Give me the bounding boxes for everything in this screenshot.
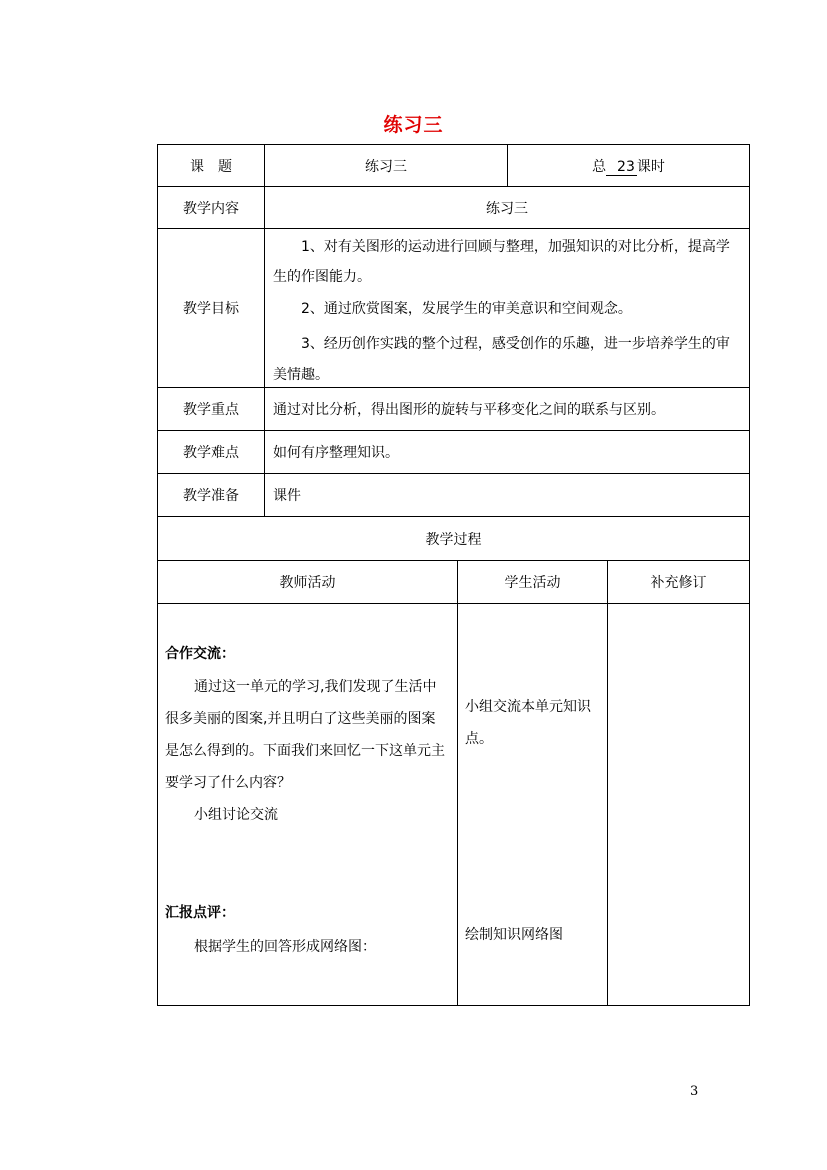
difficulties-label: 教学难点 — [183, 445, 239, 461]
teacher-column-header: 教师活动 — [279, 575, 336, 591]
total-number: 23 — [606, 159, 637, 176]
revision-column-header: 补充修订 — [650, 575, 707, 591]
student-line: 小组交流本单元知识 — [465, 699, 591, 715]
objective-line: 2、通过欣赏图案，发展学生的审美意识和空间观念。 — [301, 301, 632, 317]
teacher-line: 很多美丽的图案,并且明白了这些美丽的图案 — [165, 711, 436, 727]
objective-line: 3、经历创作实践的整个过程，感受创作的乐趣，进一步培养学生的审 — [301, 336, 730, 352]
difficulties-cell — [264, 430, 750, 474]
total-suffix: 课时 — [636, 158, 665, 175]
content-label-cell — [157, 186, 265, 229]
content-label: 教学内容 — [183, 200, 239, 217]
revision-column-header-cell — [607, 560, 750, 604]
objective-line: 美情趣。 — [273, 367, 329, 383]
total-hours — [592, 156, 665, 176]
teacher-line: 通过这一单元的学习,我们发现了生活中 — [194, 679, 437, 695]
teacher-activity-cell — [157, 603, 458, 1006]
process-header: 教学过程 — [425, 531, 482, 548]
teacher-line: 是怎么得到的。下面我们来回忆一下这单元主 — [165, 743, 445, 759]
topic-label: 课 题 — [190, 158, 232, 175]
objectives-cell — [264, 228, 750, 388]
page-title: 练习三 — [383, 114, 444, 136]
student-line: 点。 — [465, 731, 493, 747]
content-value-cell — [264, 186, 750, 229]
objective-line: 生的作图能力。 — [273, 269, 371, 285]
student-column-header-cell — [457, 560, 608, 604]
topic-value-cell — [264, 144, 508, 187]
content-value: 练习三 — [486, 200, 528, 217]
difficulties-label-cell — [157, 430, 265, 474]
topic-value: 练习三 — [365, 158, 407, 175]
page-number: 3 — [690, 1084, 699, 1099]
cooperation-heading: 合作交流： — [165, 646, 235, 662]
objective-line: 1、对有关图形的运动进行回顾与整理，加强知识的对比分析，提高学 — [301, 239, 730, 255]
group-discussion-note: 小组讨论交流 — [194, 807, 278, 823]
key-points-label-cell — [157, 387, 265, 431]
objectives-label: 教学目标 — [183, 301, 239, 317]
total-prefix: 总 — [592, 158, 607, 175]
process-header-cell — [157, 516, 750, 561]
objectives-label-cell — [157, 228, 265, 388]
teacher-line: 根据学生的回答形成网络图： — [194, 939, 376, 955]
student-column-header: 学生活动 — [504, 575, 561, 591]
difficulties-value: 如何有序整理知识。 — [273, 445, 399, 461]
student-line: 绘制知识网络图 — [465, 927, 563, 943]
teacher-column-header-cell — [157, 560, 458, 604]
topic-label-cell — [157, 144, 265, 187]
student-activity-cell — [457, 603, 608, 1006]
key-points-cell — [264, 387, 750, 431]
total-hours-cell — [507, 144, 750, 187]
preparation-label-cell — [157, 473, 265, 517]
key-points-label: 教学重点 — [183, 402, 239, 418]
revision-cell — [607, 603, 750, 1006]
preparation-cell — [264, 473, 750, 517]
key-points-value: 通过对比分析，得出图形的旋转与平移变化之间的联系与区别。 — [273, 402, 665, 418]
report-review-heading: 汇报点评： — [165, 905, 235, 921]
teacher-line: 要学习了什么内容？ — [165, 775, 291, 791]
preparation-value: 课件 — [273, 488, 301, 504]
preparation-label: 教学准备 — [183, 488, 239, 504]
